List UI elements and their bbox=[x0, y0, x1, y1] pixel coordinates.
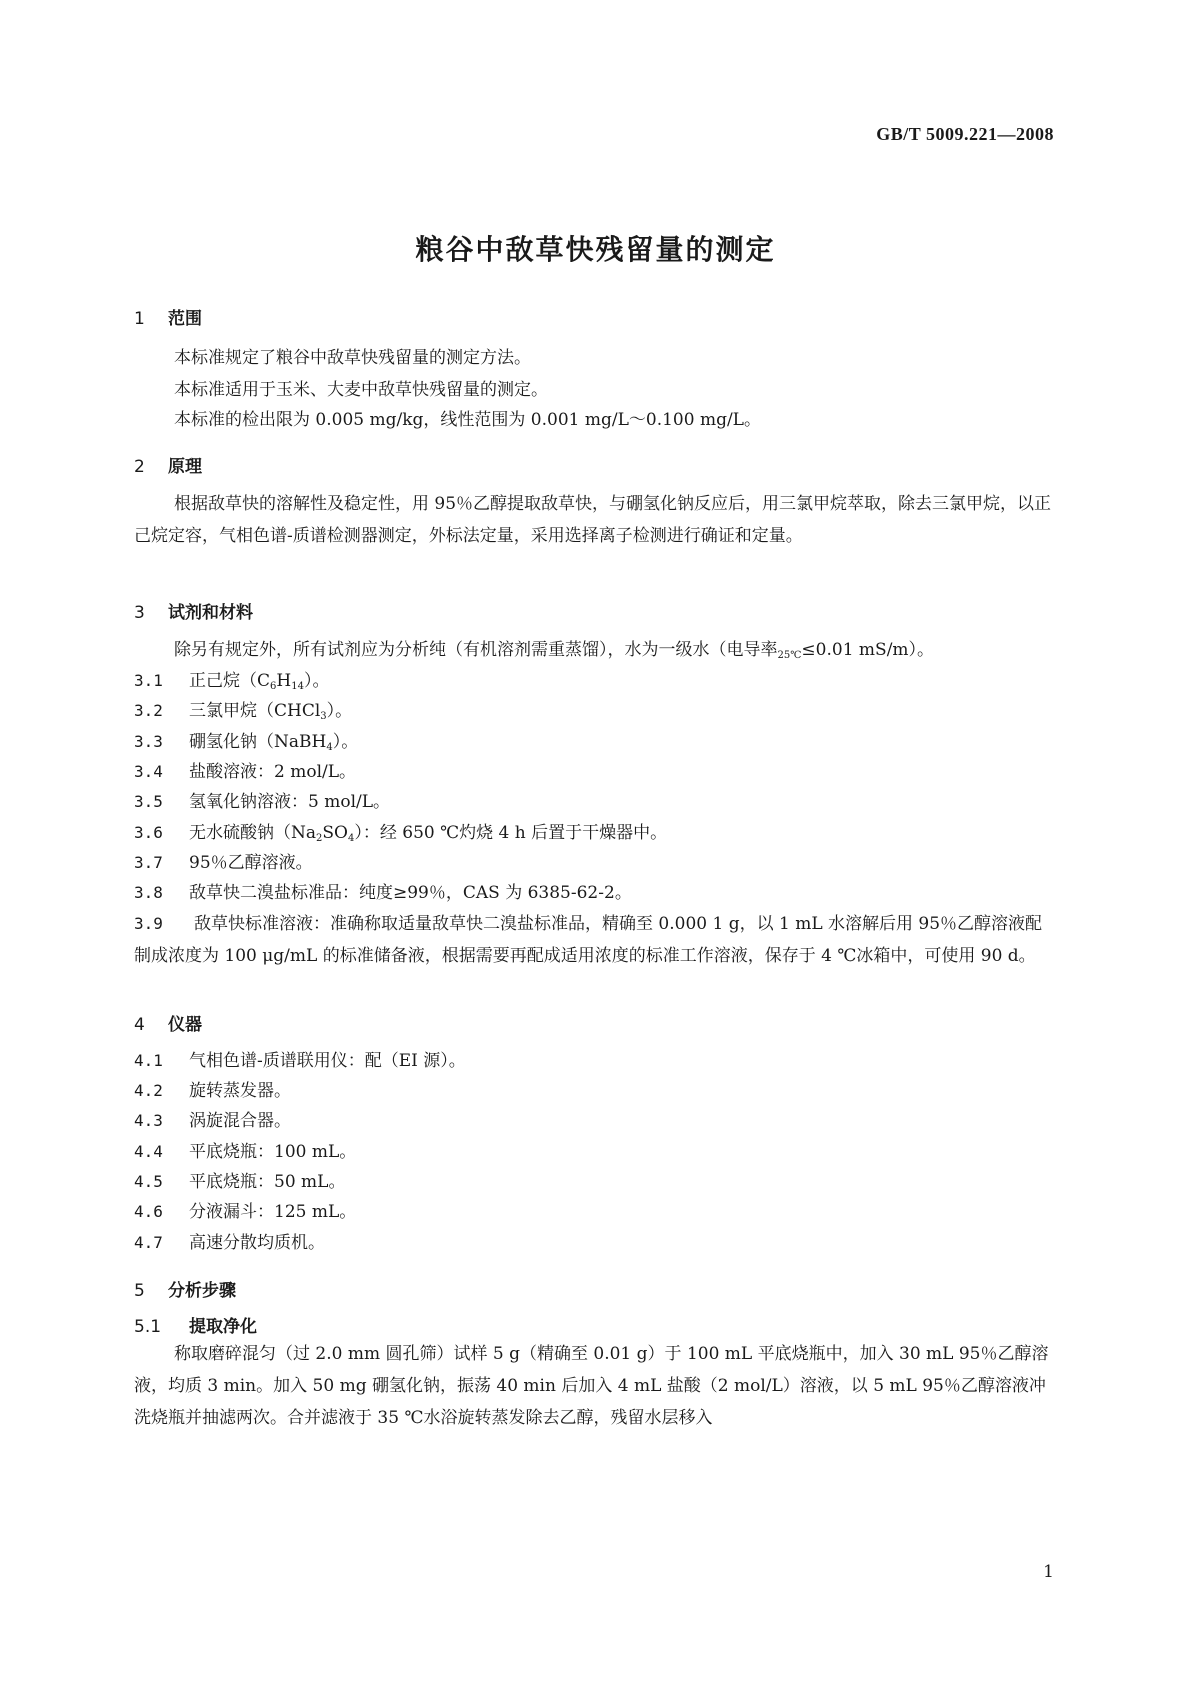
section-number: 3 bbox=[134, 603, 145, 623]
paragraph: 本标准的检出限为 0.005 mg/kg，线性范围为 0.001 mg/L～0.100 mg/L。 bbox=[174, 410, 761, 430]
page-title: 粮谷中敌草快残留量的测定 bbox=[415, 233, 776, 266]
section-title: 范围 bbox=[168, 309, 202, 329]
list-item: 4.1 气相色谱-质谱联用仪：配（EI 源）。 bbox=[134, 1051, 466, 1071]
list-item: 3.5 氢氧化钠溶液：5 mol/L。 bbox=[134, 792, 391, 812]
section-number: 5 bbox=[134, 1281, 145, 1301]
paragraph: 除另有规定外，所有试剂应为分析纯（有机溶剂需重蒸馏），水为一级水（电导率$_{25℃}$≤0.01 mS/m）。 bbox=[174, 640, 935, 661]
section-title: 试剂和材料 bbox=[168, 603, 253, 623]
standard-number: GB/T 5009.221—2008 bbox=[876, 124, 1054, 144]
section-title: 原理 bbox=[168, 457, 202, 477]
section-title: 分析步骤 bbox=[168, 1281, 236, 1301]
paragraph: 根据敌草快的溶解性及稳定性，用 95％乙醇提取敌草快，与硼氢化钠反应后，用三氯甲烷萃取，除去三氯甲烷，以正己烷定容，气相色谱-质谱检测器测定，外标法定量，采用选择离子检测进行确证和定量。 bbox=[134, 494, 1052, 546]
page-number: 1 bbox=[1043, 1562, 1054, 1582]
list-item: 4.3 涡旋混合器。 bbox=[134, 1111, 291, 1131]
paragraph: 称取磨碎混匀（过 2.0 mm 圆孔筛）试样 5 g（精确至 0.01 g）于 100 mL 平底烧瓶中，加入 30 mL 95％乙醇溶液，均质 3 min。加入 50 mg 硼氢化钠，振荡 40 min 后加入 4 mL 盐酸（2 mol/L）溶液，以 5 mL 95％乙醇溶液冲洗烧瓶并抽滤两次。合并滤液于 35 ℃水浴旋转蒸发除去乙醇，残留水层移入 bbox=[134, 1344, 1049, 1428]
section-3-heading bbox=[134, 598, 253, 623]
list-item: 3.4 盐酸溶液：2 mol/L。 bbox=[134, 762, 357, 782]
list-item: 3.2 三氯甲烷（CHCl$_3$）。 bbox=[134, 701, 353, 722]
list-item: 4.4 平底烧瓶：100 mL。 bbox=[134, 1142, 357, 1162]
paragraph: 本标准规定了粮谷中敌草快残留量的测定方法。 bbox=[174, 348, 531, 368]
list-item: 3.6 无水硫酸钠$(Na_2SO_4)$：经 650 ℃灼烧 4 h 后置于干燥器中。 bbox=[134, 823, 668, 844]
paragraph: 本标准适用于玉米、大麦中敌草快残留量的测定。 bbox=[174, 380, 548, 400]
section-1-heading bbox=[134, 304, 202, 329]
section-5-heading bbox=[134, 1276, 236, 1301]
section-number: 4 bbox=[134, 1015, 145, 1035]
list-item: 3.1 正己烷$(C_6H_{14})$。 bbox=[134, 671, 330, 692]
list-item: 4.5 平底烧瓶：50 mL。 bbox=[134, 1172, 346, 1192]
list-item: 4.2 旋转蒸发器。 bbox=[134, 1081, 291, 1101]
list-item: 4.6 分液漏斗：125 mL。 bbox=[134, 1202, 357, 1222]
subsection-number: 5.1 bbox=[134, 1317, 162, 1337]
section-4-heading bbox=[134, 1010, 202, 1035]
subsection-5-1-heading bbox=[134, 1312, 257, 1337]
list-item: 4.7 高速分散均质机。 bbox=[134, 1233, 325, 1253]
list-item: 3.9 敌草快标准溶液：准确称取适量敌草快二溴盐标准品，精确至 0.000 1 g，以 1 mL 水溶解后用 95％乙醇溶液配制成浓度为 100 μg/mL 的标准储备液，根据需要再配成适用浓度的标准工作溶液，保存于 4 ℃冰箱中，可使用 90 d。 bbox=[134, 914, 1043, 966]
section-number: 2 bbox=[134, 457, 145, 477]
subsection-title: 提取净化 bbox=[189, 1317, 257, 1337]
list-item: 3.3 硼氢化钠（NaBH$_4$）。 bbox=[134, 732, 359, 753]
section-number: 1 bbox=[134, 309, 145, 329]
list-item: 3.8 敌草快二溴盐标准品：纯度≥99％，CAS 为 6385-62-2。 bbox=[134, 883, 632, 903]
section-title: 仪器 bbox=[168, 1015, 202, 1035]
section-2-heading bbox=[134, 452, 202, 477]
list-item: 3.7 95％乙醇溶液。 bbox=[134, 853, 313, 873]
